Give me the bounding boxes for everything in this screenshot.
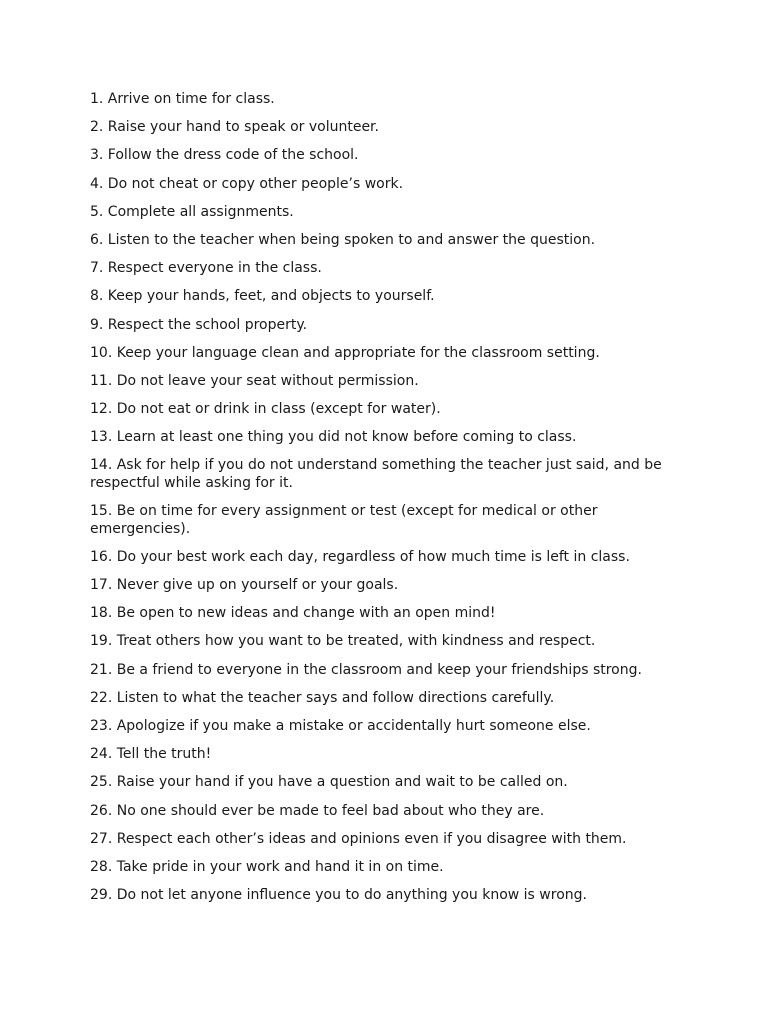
rule-item: 21. Be a friend to everyone in the classroom and keep your friendships strong. xyxy=(90,661,642,678)
rule-item: 26. No one should ever be made to feel bad about who they are. xyxy=(90,802,545,819)
rule-item: 14. Ask for help if you do not understand something the teacher just said, and be respectful while asking for it. xyxy=(90,457,662,491)
rule-item: 25. Raise your hand if you have a question and wait to be called on. xyxy=(90,774,568,791)
rule-item: 1. Arrive on time for class. xyxy=(90,91,275,107)
rule-item: 3. Follow the dress code of the school. xyxy=(90,147,359,164)
rule-item: 8. Keep your hands, feet, and objects to yourself. xyxy=(90,288,435,305)
rules-list xyxy=(90,91,680,915)
rule-item: 28. Take pride in your work and hand it in on time. xyxy=(90,858,444,875)
rule-item: 7. Respect everyone in the class. xyxy=(90,260,322,277)
rule-item: 24. Tell the truth! xyxy=(90,746,212,763)
rule-item: 15. Be on time for every assignment or test (except for medical or other emergencies). xyxy=(90,503,598,537)
rule-item: 29. Do not let anyone influence you to do anything you know is wrong. xyxy=(90,887,587,904)
rule-item: 18. Be open to new ideas and change with an open mind! xyxy=(90,605,496,622)
rule-item: 19. Treat others how you want to be treated, with kindness and respect. xyxy=(90,633,596,650)
rule-item: 16. Do your best work each day, regardless of how much time is left in class. xyxy=(90,548,630,565)
rule-item: 5. Complete all assignments. xyxy=(90,203,294,220)
rule-item: 13. Learn at least one thing you did not know before coming to class. xyxy=(90,429,577,446)
rule-item: 10. Keep your language clean and appropriate for the classroom setting. xyxy=(90,344,600,361)
rule-item: 23. Apologize if you make a mistake or accidentally hurt someone else. xyxy=(90,717,591,734)
rule-item: 9. Respect the school property. xyxy=(90,316,308,333)
rule-item: 27. Respect each other’s ideas and opinions even if you disagree with them. xyxy=(90,830,627,847)
rule-item: 6. Listen to the teacher when being spoken to and answer the question. xyxy=(90,231,596,248)
rule-item: 12. Do not eat or drink in class (except for water). xyxy=(90,401,441,418)
rule-item: 11. Do not leave your seat without permission. xyxy=(90,372,419,389)
rule-item: 22. Listen to what the teacher says and follow directions carefully. xyxy=(90,689,555,706)
rule-item: 17. Never give up on yourself or your goals. xyxy=(90,577,399,593)
rule-item: 2. Raise your hand to speak or volunteer. xyxy=(90,119,379,136)
rule-item: 4. Do not cheat or copy other people’s work. xyxy=(90,175,404,192)
